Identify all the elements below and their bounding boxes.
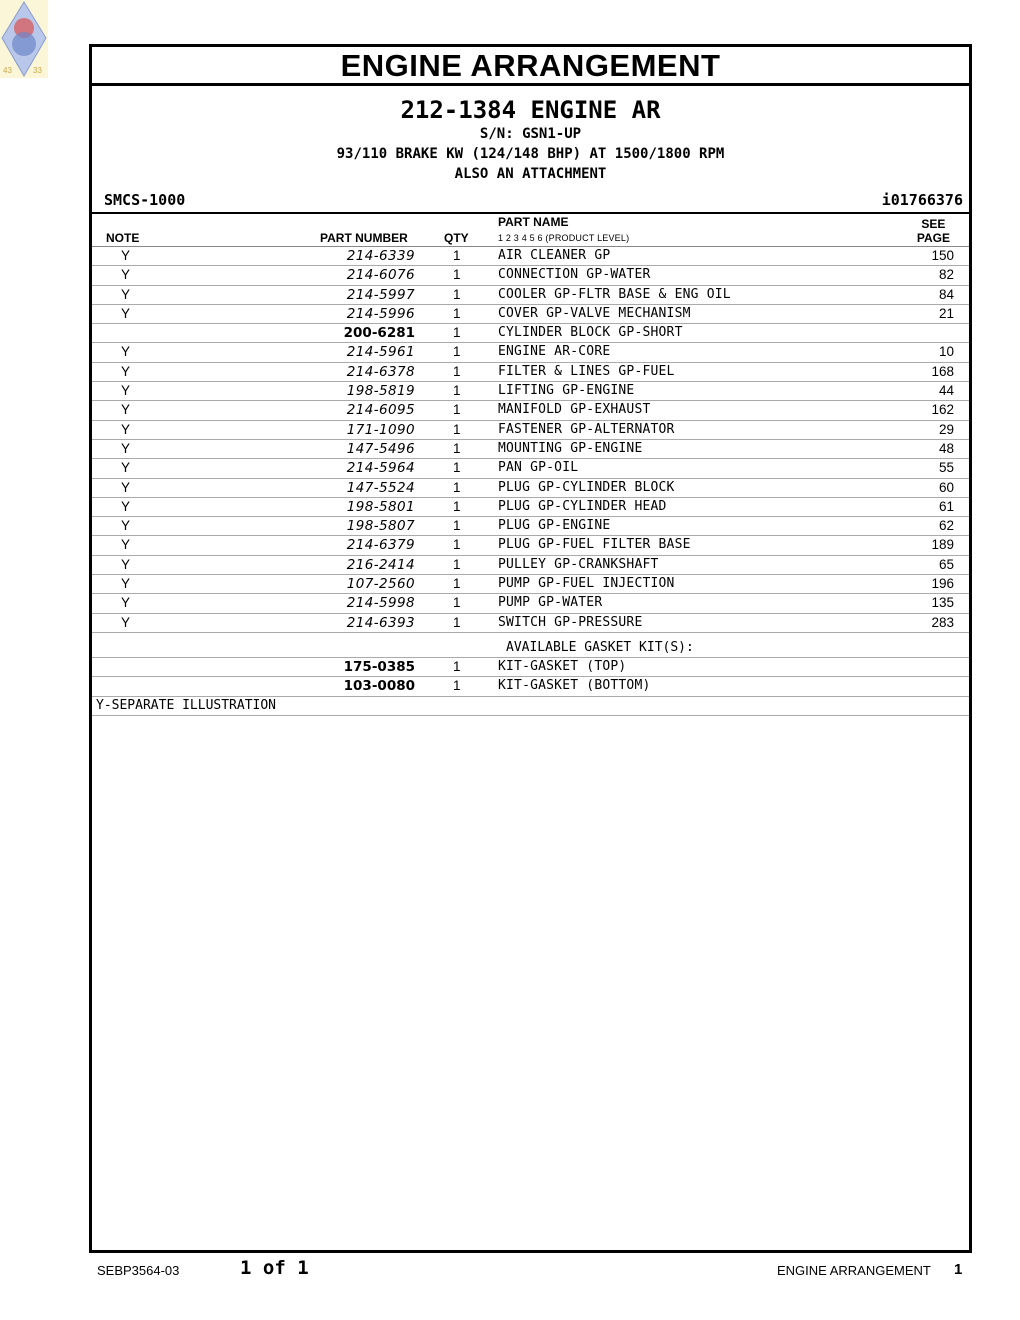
cell-note: Y xyxy=(121,518,131,534)
cell-see-page: 283 xyxy=(931,614,954,630)
cell-qty: 1 xyxy=(453,344,461,360)
cell-note: Y xyxy=(121,363,131,379)
cell-part-number: 214-6095 xyxy=(346,402,415,419)
table-row xyxy=(92,594,969,613)
parts-list-frame xyxy=(89,44,972,1253)
table-row xyxy=(92,440,969,459)
cell-note: Y xyxy=(121,421,131,437)
cell-see-page: 162 xyxy=(931,402,954,418)
cell-part-name: PLUG GP-FUEL FILTER BASE xyxy=(498,537,691,553)
dealer-emblem-icon xyxy=(0,0,48,78)
cell-note: Y xyxy=(121,556,131,572)
col-see: SEE xyxy=(921,217,946,231)
cell-qty: 1 xyxy=(453,518,461,534)
cell-qty: 1 xyxy=(453,595,461,611)
table-row xyxy=(92,677,969,696)
col-note: NOTE xyxy=(106,231,140,245)
kits-table-body xyxy=(92,658,969,697)
cell-part-number: 200-6281 xyxy=(343,325,415,342)
cell-part-name: PUMP GP-WATER xyxy=(498,595,603,611)
cell-note: Y xyxy=(121,440,131,456)
cell-part-number: 198-5801 xyxy=(346,498,415,515)
cell-part-name: PAN GP-OIL xyxy=(498,460,579,476)
col-part-name: PART NAME xyxy=(498,215,569,229)
cell-note: Y xyxy=(121,248,131,263)
footer-doc-code: SEBP3564-03 xyxy=(97,1263,180,1278)
cell-note: Y xyxy=(121,576,131,592)
table-row xyxy=(92,536,969,555)
cell-part-number: 171-1090 xyxy=(346,421,415,438)
table-row xyxy=(92,343,969,362)
cell-part-name: MOUNTING GP-ENGINE xyxy=(498,440,643,456)
parts-table-body xyxy=(92,247,969,633)
table-row xyxy=(92,266,969,285)
cell-note: Y xyxy=(121,498,131,514)
cell-qty: 1 xyxy=(453,678,461,694)
cell-part-number: 147-5524 xyxy=(346,479,415,496)
cell-note: Y xyxy=(121,383,131,399)
cell-part-number: 214-5964 xyxy=(346,460,415,477)
table-row xyxy=(92,305,969,324)
cell-see-page: 48 xyxy=(938,440,954,456)
cell-see-page: 82 xyxy=(938,267,954,283)
cell-see-page: 168 xyxy=(931,363,954,379)
cell-note: Y xyxy=(121,479,131,495)
cell-note: Y xyxy=(121,402,131,418)
cell-see-page: 135 xyxy=(931,595,954,611)
cell-note: Y xyxy=(121,537,131,553)
engine-rating: 93/110 BRAKE KW (124/148 BHP) AT 1500/1800 RPM xyxy=(336,146,725,162)
table-row xyxy=(92,324,969,343)
logo-right-number: 33 xyxy=(33,66,42,75)
table-row xyxy=(92,556,969,575)
cell-part-number: 214-5961 xyxy=(346,344,415,361)
cell-part-name: MANIFOLD GP-EXHAUST xyxy=(498,402,651,418)
cell-part-name: CONNECTION GP-WATER xyxy=(498,267,651,283)
cell-qty: 1 xyxy=(453,460,461,476)
serial-number: S/N: GSN1-UP xyxy=(479,126,582,142)
cell-see-page: 21 xyxy=(938,305,954,321)
table-row xyxy=(92,247,969,266)
footer-page-number: 1 xyxy=(954,1261,963,1278)
cell-part-name: ENGINE AR-CORE xyxy=(498,344,611,360)
cell-qty: 1 xyxy=(453,267,461,283)
table-row xyxy=(92,479,969,498)
table-row xyxy=(92,614,969,633)
cell-see-page: 150 xyxy=(931,248,954,263)
cell-part-number: 107-2560 xyxy=(346,576,415,593)
smcs-code: SMCS-1000 xyxy=(104,191,186,209)
cell-part-name: PLUG GP-CYLINDER BLOCK xyxy=(498,479,675,495)
table-row xyxy=(92,575,969,594)
cell-see-page: 61 xyxy=(938,498,954,514)
group-title: 212-1384 ENGINE AR xyxy=(400,96,661,124)
cell-see-page: 189 xyxy=(931,537,954,553)
cell-qty: 1 xyxy=(453,576,461,592)
cell-note: Y xyxy=(121,267,131,283)
kits-heading-text: AVAILABLE GASKET KIT(S): xyxy=(506,639,694,655)
cell-part-name: PLUG GP-CYLINDER HEAD xyxy=(498,498,667,514)
cell-qty: 1 xyxy=(453,325,461,341)
cell-part-number: 214-5997 xyxy=(346,286,415,303)
table-row xyxy=(92,286,969,305)
cell-part-name: COOLER GP-FLTR BASE & ENG OIL xyxy=(498,286,731,302)
cell-see-page: 55 xyxy=(938,460,954,476)
table-row xyxy=(92,517,969,536)
cell-part-number: 198-5819 xyxy=(346,383,415,400)
note-legend xyxy=(92,697,969,716)
cell-part-name: PULLEY GP-CRANKSHAFT xyxy=(498,556,659,572)
cell-qty: 1 xyxy=(453,402,461,418)
cell-qty: 1 xyxy=(453,658,461,674)
cell-part-number: 175-0385 xyxy=(343,658,415,675)
cell-part-name: PUMP GP-FUEL INJECTION xyxy=(498,576,675,592)
kits-heading xyxy=(92,633,969,658)
cell-note: Y xyxy=(121,614,131,630)
table-row xyxy=(92,421,969,440)
cell-part-number: 214-5996 xyxy=(346,305,415,322)
table-row xyxy=(92,401,969,420)
table-row xyxy=(92,498,969,517)
cell-qty: 1 xyxy=(453,421,461,437)
cell-qty: 1 xyxy=(453,305,461,321)
cell-part-name: FASTENER GP-ALTERNATOR xyxy=(498,421,675,437)
attachment-note: ALSO AN ATTACHMENT xyxy=(454,166,607,182)
table-row xyxy=(92,658,969,677)
cell-part-name: KIT-GASKET (BOTTOM) xyxy=(498,678,651,694)
page-title: ENGINE ARRANGEMENT xyxy=(92,47,969,86)
cell-qty: 1 xyxy=(453,286,461,302)
cell-qty: 1 xyxy=(453,363,461,379)
col-part-number: PART NUMBER xyxy=(320,231,408,245)
cell-see-page: 60 xyxy=(938,479,954,495)
cell-note: Y xyxy=(121,286,131,302)
column-headers xyxy=(92,214,969,247)
cell-part-number: 214-6339 xyxy=(346,248,415,264)
cell-part-number: 198-5807 xyxy=(346,518,415,535)
table-row xyxy=(92,382,969,401)
cell-note: Y xyxy=(121,305,131,321)
col-page: PAGE xyxy=(916,231,950,245)
cell-see-page: 44 xyxy=(938,383,954,399)
cell-see-page: 84 xyxy=(938,286,954,302)
cell-see-page: 29 xyxy=(938,421,954,437)
cell-part-name: KIT-GASKET (TOP) xyxy=(498,658,627,674)
cell-see-page: 196 xyxy=(931,576,954,592)
illustration-ref: i01766376 xyxy=(881,191,963,209)
cell-part-number: 103-0080 xyxy=(343,678,415,695)
col-see-page xyxy=(917,217,950,245)
cell-part-name: AIR CLEANER GP xyxy=(498,248,611,263)
cell-see-page: 10 xyxy=(938,344,954,360)
cell-part-number: 214-6378 xyxy=(346,363,415,380)
cell-qty: 1 xyxy=(453,440,461,456)
legend-text: Y-SEPARATE ILLUSTRATION xyxy=(96,697,277,713)
footer-page-of: 1 of 1 xyxy=(240,1257,309,1279)
cell-part-name: PLUG GP-ENGINE xyxy=(498,518,611,534)
cell-part-name: LIFTING GP-ENGINE xyxy=(498,383,635,399)
cell-part-name: COVER GP-VALVE MECHANISM xyxy=(498,305,691,321)
cell-qty: 1 xyxy=(453,479,461,495)
cell-part-number: 214-5998 xyxy=(346,595,415,612)
cell-note: Y xyxy=(121,344,131,360)
group-header xyxy=(92,86,969,214)
col-product-levels: 1 2 3 4 5 6 (PRODUCT LEVEL) xyxy=(498,233,630,243)
col-qty: QTY xyxy=(444,231,469,245)
cell-see-page: 62 xyxy=(938,518,954,534)
cell-part-number: 147-5496 xyxy=(346,440,415,457)
cell-qty: 1 xyxy=(453,383,461,399)
cell-qty: 1 xyxy=(453,614,461,630)
table-row xyxy=(92,459,969,478)
cell-part-number: 216-2414 xyxy=(346,556,415,573)
cell-qty: 1 xyxy=(453,248,461,263)
cell-qty: 1 xyxy=(453,556,461,572)
logo-left-number: 43 xyxy=(3,66,12,75)
footer-section-title: ENGINE ARRANGEMENT xyxy=(777,1263,931,1278)
table-row xyxy=(92,363,969,382)
cell-note: Y xyxy=(121,460,131,476)
cell-note: Y xyxy=(121,595,131,611)
cell-see-page: 65 xyxy=(938,556,954,572)
cell-part-name: CYLINDER BLOCK GP-SHORT xyxy=(498,325,683,341)
cell-qty: 1 xyxy=(453,537,461,553)
cell-part-name: FILTER & LINES GP-FUEL xyxy=(498,363,675,379)
cell-part-number: 214-6379 xyxy=(346,537,415,554)
cell-qty: 1 xyxy=(453,498,461,514)
cell-part-number: 214-6393 xyxy=(346,614,415,631)
cell-part-name: SWITCH GP-PRESSURE xyxy=(498,614,643,630)
cell-part-number: 214-6076 xyxy=(346,267,415,284)
